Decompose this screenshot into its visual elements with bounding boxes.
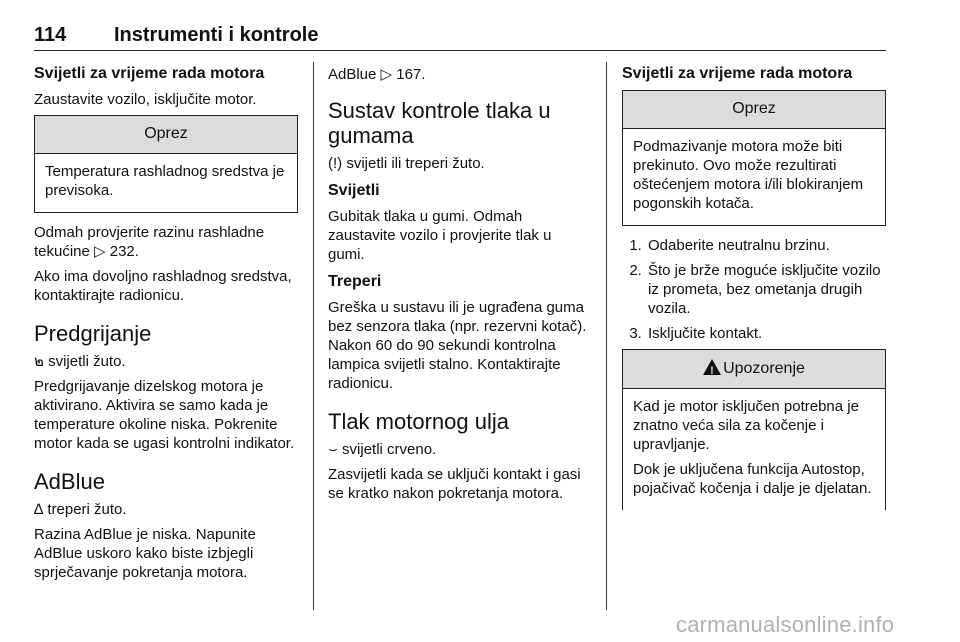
caution-text: Temperatura rashladnog sredstva je previsoka. xyxy=(45,163,285,199)
tpms-status-line xyxy=(328,154,592,173)
column-divider-1 xyxy=(313,62,314,610)
tire-pressure-icon: (!) xyxy=(328,155,343,172)
list-item: 1. Odaberite neutralnu brzinu. xyxy=(646,236,886,255)
caution-title-oil: Oprez xyxy=(623,91,885,129)
steps-list xyxy=(622,236,886,343)
heading-adblue: AdBlue xyxy=(34,469,105,494)
subhead-running-oil: Svijetli za vrijeme rada motora xyxy=(622,65,853,82)
heading-tpms: Sustav kontrole tlaka u gumama xyxy=(328,98,551,148)
heading-oil-pressure: Tlak motornog ulja xyxy=(328,409,509,434)
column-3 xyxy=(622,62,886,520)
list-item: 2. Što je brže moguće isključite vozilo iz prometa, bez ometanja drugih vozila. xyxy=(646,261,886,318)
column-1 xyxy=(34,62,298,588)
caution-box-coolant xyxy=(34,115,298,213)
caution-box-oil xyxy=(622,90,886,226)
subhead-lit: Svijetli xyxy=(328,182,380,199)
warning-title: Upozorenje xyxy=(723,360,805,377)
caution-text-oil: Podmazivanje motora može biti prekinuto. Ovo može rezultirati oštećenjem motora i/ili blokiranjem pogonskih kotača. xyxy=(633,138,864,212)
adblue-status-line xyxy=(34,500,298,519)
adblue-text: Razina AdBlue je niska. Napunite AdBlue uskoro kako biste izbjegli sprječavanje pokretanja motora. xyxy=(34,526,256,581)
adblue-icon: ∆ xyxy=(34,501,44,518)
column-divider-2 xyxy=(606,62,607,610)
adblue-status: treperi žuto. xyxy=(47,501,127,518)
page-header xyxy=(34,22,886,51)
page-number: 114 xyxy=(34,24,67,46)
warning-header xyxy=(623,350,885,389)
flashing-text: Greška u sustavu ili je ugrađena guma bez senzora tlaka (npr. rezervni kotač). Nakon 60 do 90 sekundi kontrolna lampica svijetli stalno. Kontaktirajte radionicu. xyxy=(328,299,587,392)
intro-text: Zaustavite vozilo, isključite motor. xyxy=(34,91,257,108)
column-2 xyxy=(328,62,592,509)
preheat-status: svijetli žuto. xyxy=(48,353,126,370)
oil-text: Zasvijetli kada se uključi kontakt i gasi se kratko nakon pokretanja motora. xyxy=(328,466,581,502)
caution-title: Oprez xyxy=(35,116,297,154)
oil-status-line xyxy=(328,440,592,459)
warning-triangle-icon xyxy=(703,359,721,375)
tpms-status: svijetli ili treperi žuto. xyxy=(346,155,485,172)
preheat-status-line xyxy=(34,352,298,371)
subhead-flashing: Treperi xyxy=(328,273,382,290)
warning-text-2: Dok je uključena funkcija Autostop, pojačivač kočenja i dalje je djelatan. xyxy=(633,461,872,497)
heading-preheat: Predgrijanje xyxy=(34,321,152,346)
coolant-workshop-text: Ako ima dovoljno rashladnog sredstva, kontaktirajte radionicu. xyxy=(34,268,292,304)
warning-text-1: Kad je motor isključen potrebna je znatno veća sila za kočenje i upravljanje. xyxy=(633,398,859,453)
coolant-check-text: Odmah provjerite razinu rashladne tekućine ▷ 232. xyxy=(34,224,265,260)
lit-text: Gubitak tlaka u gumi. Odmah zaustavite vozilo i provjerite tlak u gumi. xyxy=(328,208,552,263)
oil-can-icon: ⌣ xyxy=(328,441,338,458)
page-title: Instrumenti i kontrole xyxy=(114,24,319,46)
watermark: carmanualsonline.info xyxy=(676,612,895,637)
warning-box xyxy=(622,349,886,510)
subhead-running: Svijetli za vrijeme rada motora xyxy=(34,65,265,82)
adblue-reference: AdBlue ▷ 167. xyxy=(328,66,426,83)
oil-status: svijetli crveno. xyxy=(342,441,437,458)
preheat-text: Predgrijavanje dizelskog motora je aktivirano. Aktivira se samo kada je temperature okoline niska. Pokrenite motor kada se ugasi kontrolni indikator. xyxy=(34,378,295,452)
glow-plug-icon: ๒ xyxy=(34,353,44,370)
list-item: 3. Isključite kontakt. xyxy=(646,324,886,343)
